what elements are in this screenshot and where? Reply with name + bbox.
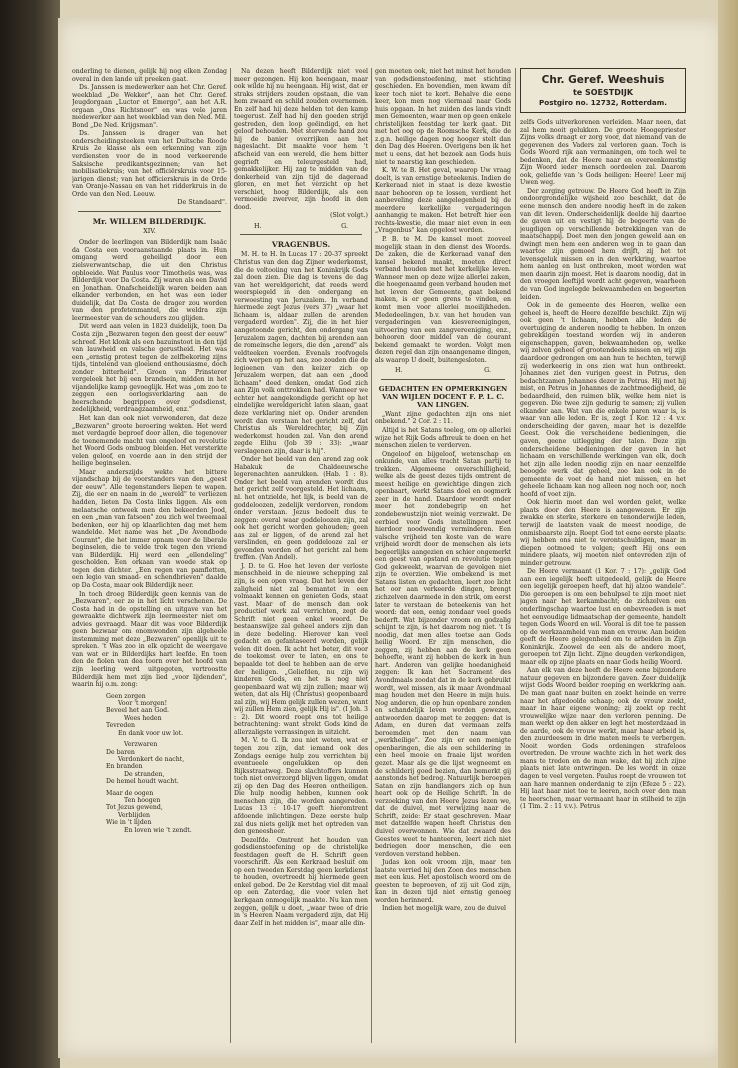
poem-line: En branden bbox=[106, 763, 143, 771]
paragraph: Judas kon ook vroom zijn, maar ten laatste verried hij den Zoon des menschen met een kus. Het apostolisch woord om de geesten te beproeven, of zij uit God zijn, kan in dezen tijd niet ernstig genoeg worden herinnerd. bbox=[375, 859, 511, 904]
signature-initial: H. bbox=[254, 221, 262, 230]
paragraph: Dezelfde. Omtrent het houden van godsdienstoefening op de christelijke feestdagen geeft de H. Schrift geen voorschrift. Als een Kerkraad besluit om op een tweeden Kerstdag geen kerkdienst te houden, overtreedt hij hiermede geen enkel gebod. De 2e Kerstdag viel dit maal op een Zaterdag, die voor velen het kerkgaan onmogelijk maakte. Nu kan men zeggen, gelijk u doet, „waar twee of drie in 's Heeren Naam vergaderd zijn, dat Hij daar Zelf in het midden is", maar alle din- bbox=[234, 836, 368, 927]
column-4 bbox=[520, 68, 686, 1043]
paragraph: Ook hierin moet dan wel worden gelet, welke plaats door den Heere is aangewezen. Er zijn zwakke en sterke, sterkere en tenonderwijle leden, terwijl de laatsten vaak de meest noodige, de onmisbaarste zijn. Roept God tot eene eerste plaats: wij hebben ons niet te verontschuldigen, maar in diepen ootmoed te volgen; geeft Hij ons een mindere plaats, wij moeten niet ontevreden zijn of minder getrouw. bbox=[520, 499, 686, 567]
column-3 bbox=[375, 68, 511, 1043]
column-divider bbox=[230, 68, 231, 1043]
ad-place: te SOESTDIJK bbox=[572, 88, 634, 97]
ad-title: Chr. Geref. Weeshuis bbox=[541, 74, 665, 86]
paragraph: Dit werd aan velen in 1823 duidelijk, toen Da Costa zijn „Bezwaren tegen den geest der eeuw" schreef. Het klonk als een bazuinstoot in den tijd van lauwheid en valsche gerustheid. Het was een „ernstig protest tegen de zelfbekoring zijns tijds, tintelend van gloeiend enthousiasme, doch zonder bitterheid". Groen van Prinsterer vergeleek het bij een brandsein, midden in het vijandelijke kamp gevoeglijk. Het was „om zoo te zeggen een oorlogsverklaring aan de heerschende begrippen over godsdienst, zedelijkheid, verdraagzaamheid, enz." bbox=[72, 323, 227, 414]
article-heading: VRAGENBUS. bbox=[271, 240, 331, 250]
paragraph: De Heere vermaant (1 Kor. 7 : 17): „gelijk God aan een iegelijk heeft uitgedeeld, gelijk de Heere een iegelijk geroepen heeft, dat hij alzoo wandele". Die geroepen is om een behulpsel te zijn moet niet jagen naar het kerkambacht; de zichzelven een onderlingschap waartoe lust en onbevreeden is met het eenvoudige lidmaatschap der gemeente, handelt tegen Gods Woord en wil. Vooral is dit toe te passen op de werkzaamheid van man en vrouw. Aan beiden geeft de Heere gelegenheid om te arbeiden in Zijn Koninkrijk. Zoowel de een als de andere moet, geroepen tot Zijn licht. Zijne deugden verkondigen, maar elk op zijne plaats en naar Gods heilig Woord. bbox=[520, 568, 686, 666]
article-heading: GEDACHTEN EN OPMERKINGEN VAN WIJLEN DOCENT F. P. L. C. VAN LINGEN. bbox=[378, 384, 508, 409]
paragraph: Indien het mogelijk ware, zou de duivel bbox=[382, 905, 507, 913]
paragraph: Ds. Janssen is drager van het onderscheidingsteeken van het Duitsche Roode Kruis 2e klasse als een erkenning van zijn verdiensten voor de in nood verkeerende Saksische predikantsgezinnen; van het mobilisatiekruis; van het officiërskruis voor 15-jarigen dienst; van het officierskruis in de Orde van Oranje-Nassau en van het ridderkruis in de Orde van den Ned. Leeuw. bbox=[72, 130, 227, 198]
poem-line: Wees heden bbox=[124, 714, 162, 722]
poem-line: Verblijden bbox=[118, 811, 150, 819]
paragraph: Ds. Janssen is medewerker aan het Chr. Geref. weekblad „De Wekker", aan het Chr. Geref. Jeugdorgaan „Luctor et Emergo", aan het A.R. orgaan „Ons Richtsnoer" en was vele jaren medewerker aan het weekblad van den Ned. Mil. Bond „De Ned. Krijgsman". bbox=[72, 84, 227, 129]
column-divider bbox=[371, 68, 372, 1043]
paragraph: M. H. te H. In Lucas 17 : 20-37 spreekt Christus van den dag Zijner wederkomst, die de voltooiing van het Koninkrijk Gods zal doen zien. Die dag is tevens de dag van het wereldgericht, dat reeds werd weerspiegeld in den ondergang en verwoesting van Jeruzalem. In verband hiermede zegt Jezus (vers 37) „waar het lichaam is, aldaar zullen de arenden vergaderd worden". Zij, die in het hier aangetoonde gericht, den ondergang van Jeruzalem zagen, dachten bij arenden aan de romeinsche legers, die den „arend" als veldteeken voerden. Evenals roofvogels zich werpen op het aas, zoo zouden die de legioenen van den keizer zich op Jeruzalem werpen, dat aan een „dood lichaam" deed denken, omdat God zich aan Zijn volk onttrokken had. Wanneer we echter het aangekondigde gericht op het eindelijke wereldgericht laten slaan, gaat deze verklaring niet op. Onder arenden wordt dan verstaan het gericht zelf, dat Christus als Wereldrechter, bij Zijn wederkomst houden zal. Van den arend zegde Elihu (Job 39 : 33): „waar verslagenen zijn, daar is hij". bbox=[234, 251, 368, 455]
poem-line: Wie in 't lijden bbox=[106, 819, 152, 827]
poem bbox=[106, 693, 227, 834]
paragraph: Na dezen heeft Bilderdijk niet veel meer gezongen. Hij kon heengaan, maar ook wilde hij nu heengaan. Hij wist, dat er straks strijders zouden opstaan, die van hem zwaard en schild zouden overnemen. En zelf had hij deze helden tot den kamp toegerust. Zelf had hij den goeden strijd gestreden, den loop geëindigd, en het geloof behouden. Met stervende hand zou hij de banier overrijken aan het nageslacht. Dit maakte voor hem 't afscheid van een wereld, die hem bitter gegrieft en teleurgesteld had, gemakkelijker. Hij zag te midden van de donkerheid van zijn tijd de dageraad gloren, en met het vèrzicht op het verschiet, hoog Bilderdijk, als een vermoeide zwerver, zijn hoofd in den dood. bbox=[234, 68, 368, 211]
column-2 bbox=[234, 68, 368, 1043]
paragraph: gen moeten ook, niet het minst het houden van godsdienstoefening, met stichting geschieden. En bovendien, men kwam dit keer toch niet te kort. Behalve die eene keer, kon men nog viermaal naar Gods huis opgaan. In het zuiden des lands vindt men Gemeenten, waar men op geen enkele christelijken feestdag ter kerk gaat. Dit met het oog op de Roomsche Kerk, die de z.g.n. heilige dagen nog hooger stelt dan den Dag des Heeren. Overigens ben ik het met u eens, dat het bezoek aan Gods huis niet te naarstig kan geschieden. bbox=[375, 68, 511, 166]
poem-line: De hemel houdt wacht. bbox=[106, 778, 179, 786]
paragraph: M. V. te G. Ik zou niet weten, wat er tegen zou zijn, dat iemand ook des Zondags eenige hulp zou verrichten bij eventueele ongelukken op den Rijksstraatweg. Deze slachtoffers kunnen toch niet onverzorgd blijven liggen, omdat zij op den Dag des Heeren ontheiligen. Die hulp noodig hebben, kunnen ook menschen zijn, die worden aangereden. Lucas 13 : 10-17 geeft hieromtrent afdoende inlichtingen. Deze eerste hulp zal dus niets gelijk met het optreden van den geneesheer. bbox=[234, 737, 368, 836]
paragraph: J. D. te G. Hoe het leven der verloste menschheid in de nieuwe schepping zal zijn, is een open vraag. Dat het leven der zaligheid niet zal bemantet in een volmaakt kennen en genieten Gods, staat vast. Maar of de mensch dan ook productief werk zal verrichten, zegt de Schrift niet geen enkel woord. De bestaanswijze zal geheel anders zijn dan in deze bedeling. Hierover kan veel gedacht en gefantaseerd worden, gelijk velen dit doen. Ik acht het beter, dit voor de toekomst over te laten, en ons te bepaalde tot deel te hebben aan de erve der heiligen. „Geliefden, nu zijn wij kinderen Gods, en het is nog niet geopenbaard wat wij zijn zullen; maar wij weten, dat als Hij (Christus) geopenbaard zal zijn, wij Hem gelijk zullen wezen, want wij zullen Hem zien, gelijk Hij is". (I Joh. 3 : 2). Dit woord roept ons tot heilige betrachtening: want strekt Gods kind de allerzaligste verrassingen in uitzicht. bbox=[234, 562, 368, 736]
signature-initial: G. bbox=[484, 366, 491, 375]
poem-line: En loven wie 't zendt. bbox=[124, 826, 192, 834]
paragraph: Onder het beeld van den arend zag ook Habakuk de Chaldeeuwsche legerenachten aanrukken. (Hab. 1 : 8). Onder het beeld van arenden wordt dus het gericht zelf voorgesteld. Het lichaam, nl. het ontzielde, het lijk, is beeld van de goddeloozen, zedelijk verdorven, rondom onder verstaan. Jezus bedoelt dus te zeggen: overal waar goddeloozen zijn, zal ook het gericht worden gehouden; geen aas zal er liggen, of de arend zal het verslinden, en geen goddelooze zal er gevonden worden of het gericht zal hem treffen. (Van Andel). bbox=[234, 456, 368, 562]
article-heading: Mr. WILLEM BILDERDIJK. bbox=[92, 216, 207, 226]
paragraph: In toch droeg Bilderdijk geen kennis van de „Bezwaren", eer ze in het licht verschenen. De Costa had in de opstelling en uitgave van het gewraakte dichtwerk zijn leermeester niet om advies gevraagd. Maar dit was voor Bilderdijk geen bezwaar om onomwonden zijn algeheele instemming met deze „Bezwaren" openlijk uit te spreken. 't Was zoo in elk opzicht de weergave van wat er in Bilderdijks hart leefde. En toen den de fiolen van dea toorn over het hoofd van zijn leerling werd uitgegoten, vertroostte Bilderdijk hem met zijn lied „voor lijdenden", waarin hij o.m. zong: bbox=[72, 590, 227, 689]
signature bbox=[234, 223, 368, 231]
continuation-note: (Slot volgt.) bbox=[329, 211, 368, 220]
poem-line: Verzwaren bbox=[124, 741, 158, 749]
poem-line: Maar de oogen bbox=[106, 789, 154, 797]
paragraph: K. W. te B. Het geval, waarop Uw vraag doelt, is van ernstige beteekenis. Indien de Kerkeraad niet in staat is deze kwestie naar behooren op te lossen, verdient het aanbeveling deze aangelegenheid bij de meerdere kerkelijke vergaderingen aanhangig te maken. Het betreft hier een rechts-kwestie, die maar niet even in een „Vragenbus" kan opgelost worden. bbox=[375, 167, 511, 235]
ad-giro: Postgiro no. 12732, Rotterdam. bbox=[538, 98, 668, 107]
poem-line: Verdonkert de nacht, bbox=[118, 755, 185, 763]
paragraph: zelfs Gods uitverkorenen verleiden. Maar neen, dat zal hem nooit gelukken. De groote Hoogepriester Zijns volks draagt er zorg voor, dat niemand van de gegevenen des Vaders zal verloren gaan. Toch is Gods Woord rijk aan vermaningen, om toch wel te bedenken, dat de Heere naar en overeenkomstig Zijn Woord ieder mensch oordeelen zal. Daarom ook, geliefde van 's Gods heiligen: Heere! Leer mij Uwen weg. bbox=[520, 119, 686, 187]
poem-line: Geen zorgen bbox=[106, 692, 146, 700]
signature bbox=[375, 367, 511, 375]
poem-line: Tevreden bbox=[106, 722, 136, 730]
paragraph: onderling te dienen, gelijk hij nog elken Zondag overal in den lande uit preeken gaat. bbox=[72, 68, 227, 83]
paragraph: Maar anderszijds wekte het bittere vijandschap bij de voorstanders van den „geest der eeuw". Alle tegenstanders liepen te wapen. Zij, die eer en naam in de „wereld" te verliezen hadden, lieten Da Costa links liggen. Als een melaatsche ontweek men den bekeerden Jood, en een „man van fatsoen" zou zich wel tweemaal bedenken, eer hij op klaarlichten dag met hem wandelde. Met name was het „De Avondbode Courant", die het immer opnam voor de liberale beginselen, die te velde trok tegen den vriend van Bilderdijk. Hij werd een „ellendeling" gescholden. Een orkaan van woede stak op tegen den dichter. „Een regen van pamfletten, een legio van smaad- en schendbrieven" daalde op Da Costa, maar ook Bilderdijk neer. bbox=[72, 468, 227, 589]
poem-line: De baren bbox=[106, 748, 135, 756]
page-edges bbox=[718, 0, 738, 1068]
column-divider bbox=[515, 68, 516, 1043]
separator bbox=[78, 211, 221, 212]
signature-initial: H. bbox=[395, 366, 403, 375]
poem-line: En dank voor uw lot. bbox=[118, 729, 184, 737]
separator bbox=[381, 379, 505, 380]
poem-line: De stranden, bbox=[124, 770, 165, 778]
paragraph: Ongeloof en bijgeloof, wetenschap en onkunde, van alles tracht Satan partij te trekken. Algemeene onverschilligheid, welke als de geest dezes tijds omtrent de meest heilige en gewichtige dingen zich openbaart, werkt Satans doel en oogmerk zeer in de hand. Daardoor wordt onder meer het zondebegrip en het zondebewustzijn niet weinig verzwakt. De eerbied voor Gods instellingen moet hierdoor noodwendig verminderen. Een valsche vrijheid ten koste van de ware vrijheid wordt door de menschen als iets begeerlijks aangezien en schier ongemerkt een geest van opstand en revolutie tegen God gekweekt, waarvan de gevolgen niet zijn te overzien. Wie ombekend is met Satans listen en gedachten, leert zoo licht het oor aan verkeerde dingen, brengt zichzelven daarmede in den strik, om eerst later te verstaan de beteekenis van het woord: dat een, eenig zondaar veel goeds bederft. Wat bijzonder vroom en godzalig schijnt te zijn, is het daarom nog niet. 't Is noodig, dat men alles toetse aan Gods heilig Woord. Er zijn menschen, die zeggen, zij hebben aan de kerk geen behoefte, want zij hebben de kerk in hun hart. Anderen van gelijke hoedanigheid zeggen: Ik kan het Sacrament des Avondmaals zoodat dat in de kerk gebruikt wordt, wel missen, als ik maar Avondmaal mag houden met den Heere in mijn huis. Nog anderen, die op hun openbare zonden en schandelijk leven worden gewezen, antwoorden daarop met te zeggen: dat is Adam, en duren dat vermaan zelfs beroemden met den naam van „werkheilige". Zoo zijn er een menigte openbaringen, die als een schildering in een heel mooie en fraaie lijst worden gezet. Maar als ge die lijst wegneemt en de schilderij goed bezien, dan bemerkt gij aanstonds het bedrog. Natuurlijk beroepen Satan en zijn handlangers zich op hun heart ook op de Heilige Schrift. In de verzoeking van den Heere Jezus lezen we, dat de duivel, met verwijzing naar de Schrift, zeide: Er staat geschreven. Maar met datzelfde wapen heeft Christus den duivel overwonnen. Wie dat zwaard des Geestes weet te hanteeren, leert zich niet bedriegen door menschen, die een verdoven verstand hebben. bbox=[375, 450, 511, 858]
poem-line: Ten hoogen bbox=[124, 796, 161, 804]
poem-line: Beveel het aan God. bbox=[106, 707, 169, 715]
paragraph: „Want zijne gedachten zijn ons niet onbekend." 2 Cor. 2 : 11. bbox=[375, 410, 511, 426]
advertisement-box bbox=[520, 68, 686, 113]
column-1 bbox=[72, 68, 227, 1043]
paragraph: Aan elk van deze heeft de Heere eene bijzondere natuur gegeven en bijzondere gaven. Zeer duidelijk wijst Gods Woord beider roeping en werkkring aan. De man gaat naar buiten en zoekt heinde en verre naar het afgedoolde schaap; ook de vrouw zoekt, maar in haar eigene woning; zij zoekt op recht vrouwelijke wijze naar den verloren penning. De man werkt op den akker en legt het mosterdzaad in de aarde, ook de vrouw werkt, maar haar arbeid is, den zuurdeesem in drie maten meels te verbergen. Nooit worden Gods ordeningen strafeloos overtreden. De vrouw wachte zich in het werk des mans te treden en de man wake, dat hij zich zijne plaats niet late ontwringen. De les wordt in onze dagen te veel vergeten. Paulus roept de vrouwen tot aan hare mannen onderdanig te zijn (Efeze 5 : 22). Hij laat haar niet toe te leeren, noch over den man te heerschen, maar vermaant haar in stilheid te zijn (1 Tim. 2 : 11 v.v.). Petrus bbox=[520, 667, 686, 811]
paragraph: Altijd is het Satans toeleg, om op allerlei wijze het Rijk Gods afbreuk te doen en het menschen zielen te verderven. bbox=[375, 426, 511, 450]
signature-initial: G. bbox=[341, 221, 348, 230]
book-binding bbox=[0, 0, 60, 1068]
poem-line: Voor 't morgen! bbox=[118, 700, 168, 708]
paragraph: Ook in de gemeente des Heeren, welke een geheel is, heeft de Heere dezelfde beschikt. Zijn wij ook geen 't lichaam, hebben alle leden de overtuiging de anderen noodig te hebben. In onzen gebrekkigen toestand worden wij in anderen eigenschappen, gaven, bekwaamheden op, welke wij zelven geheel of grootendeels missen en wij zijn daardoor gedrongen om aan hun te hechten, terwijl zij wederkeerig in ons zien wat hun ontbreekt. Johannes ziet den vurigen geest in Petrus, den bedachtzamen Johannes dezer in Petrus. Hij met hij mist, en Petrus in Johannes de zachtmoedigheid, de bedaardheid, den ruimen blik, welke hem niet is gegeven. Die twee zijn gedurig te samen; zij vullen elkander aan. Wat van die enkele paren waar is, is waar van alle leden. Er is, zegt 1 Kor. 12 : 4 v.v. onderscheiding der gaven, maar het is dezelfde Geest. Ook die verscheidene bedieningen, die gaven, geene uitlegging der talen. Deze zijn onderscheidene bedieningen der gaven in het lichaam en verschillende werkingen van elk, doch het zijn alle leden noodig zijn en naar eenzelfde beoogde werk dat geheel, zoo kan ook in de gemeente de voet de hand niet missen, en het geheele lichaam kan nog alleen nog noch oor, noch hoofd of voet zijn. bbox=[520, 302, 686, 498]
paragraph: Der zorging getrouw. De Heere God heeft in Zijn ondoorgrondelijke wijsheid zoo beschikt, dat de eene mensch den andere noodig heeft in de zaken van dit leven. Onderscheidenlijk deelde hij daartoe de gaven uit en vestigt hij de begeerte van de jeugdigen op verschillende betrekkingen van de maatschappij. Doet men den jongen geweld aan en dwingt men hem een anderen weg in te gaan dan waartoe zijn gemoed hem drijft, zij het tot levensgeluk missen en in den werkkring, waartoe hem aanleg en lust ontbreken, moet worden wat men daarin zijn moest. Het is daarom noodig, dat in den vroegen leeftijd wordt acht gegeven, waarheen de van God ingelegde bekwaamheden en begeerten leiden. bbox=[520, 187, 686, 301]
separator bbox=[240, 234, 362, 235]
article-section: XIV. bbox=[143, 226, 156, 235]
poem-line: Tot Jezus gewend, bbox=[106, 804, 163, 812]
source-credit: De Standaard". bbox=[177, 198, 227, 207]
paragraph: Onder de leerlingen van Bilderdijk nam Isaäc da Costa een vooraanstaande plaats in. Hun omgang werd geheiligd door een zielsverwantschap, die uit den Christus opbloeide. Wat Paulus voor Timotheüs was, was Bilderdijk voor Da Costa. Zij waren als een David en Jonathan. Onafscheidelijk waren beiden aan elkander verbonden, en het was een ieder duidelijk, dat Da Costa de drager zou worden van den profetenmantel, die weldra zijn leermeester van de schouders zou glijden. bbox=[72, 239, 227, 322]
paragraph: Het kan dan ook niet verwonderen, dat deze „Bezwaren" groote beroering wekten. Het werd met verdagde beproef door allen, die tegenover de toenemende macht van ongeloof en revolutie het Woord Gods ombuog bleiden. Het versterkte velen geloof, en voerde aan in den strijd der heilige beginselen. bbox=[72, 414, 227, 468]
paragraph: P. B. te M. De kansel moet zooveel mogelijk staan in den dienst des Woords. De zaken, die de Kerkeraad vanaf den kansel bekend maakt, moeten direct verband houden met het kerkelijke leven. Wanneer men op deze wijze allerlei zaken, die hoegenaamd geen verband houden met het leven der Gemeente, gaat bekend maken, is er geen grens te vinden, en komt men voor allerlei moeilijkheden. Mededeelingen, b.v. van het houden van vergaderingen van kiesvereenigingen, uitvoering van een zangvereeniging, enz., behooren door middel van de courant bekend gemaakt te worden. Volgt men dezen regel dan zijn onaangename dingen, als waarop U doelt, buitengesloten. bbox=[375, 236, 511, 364]
